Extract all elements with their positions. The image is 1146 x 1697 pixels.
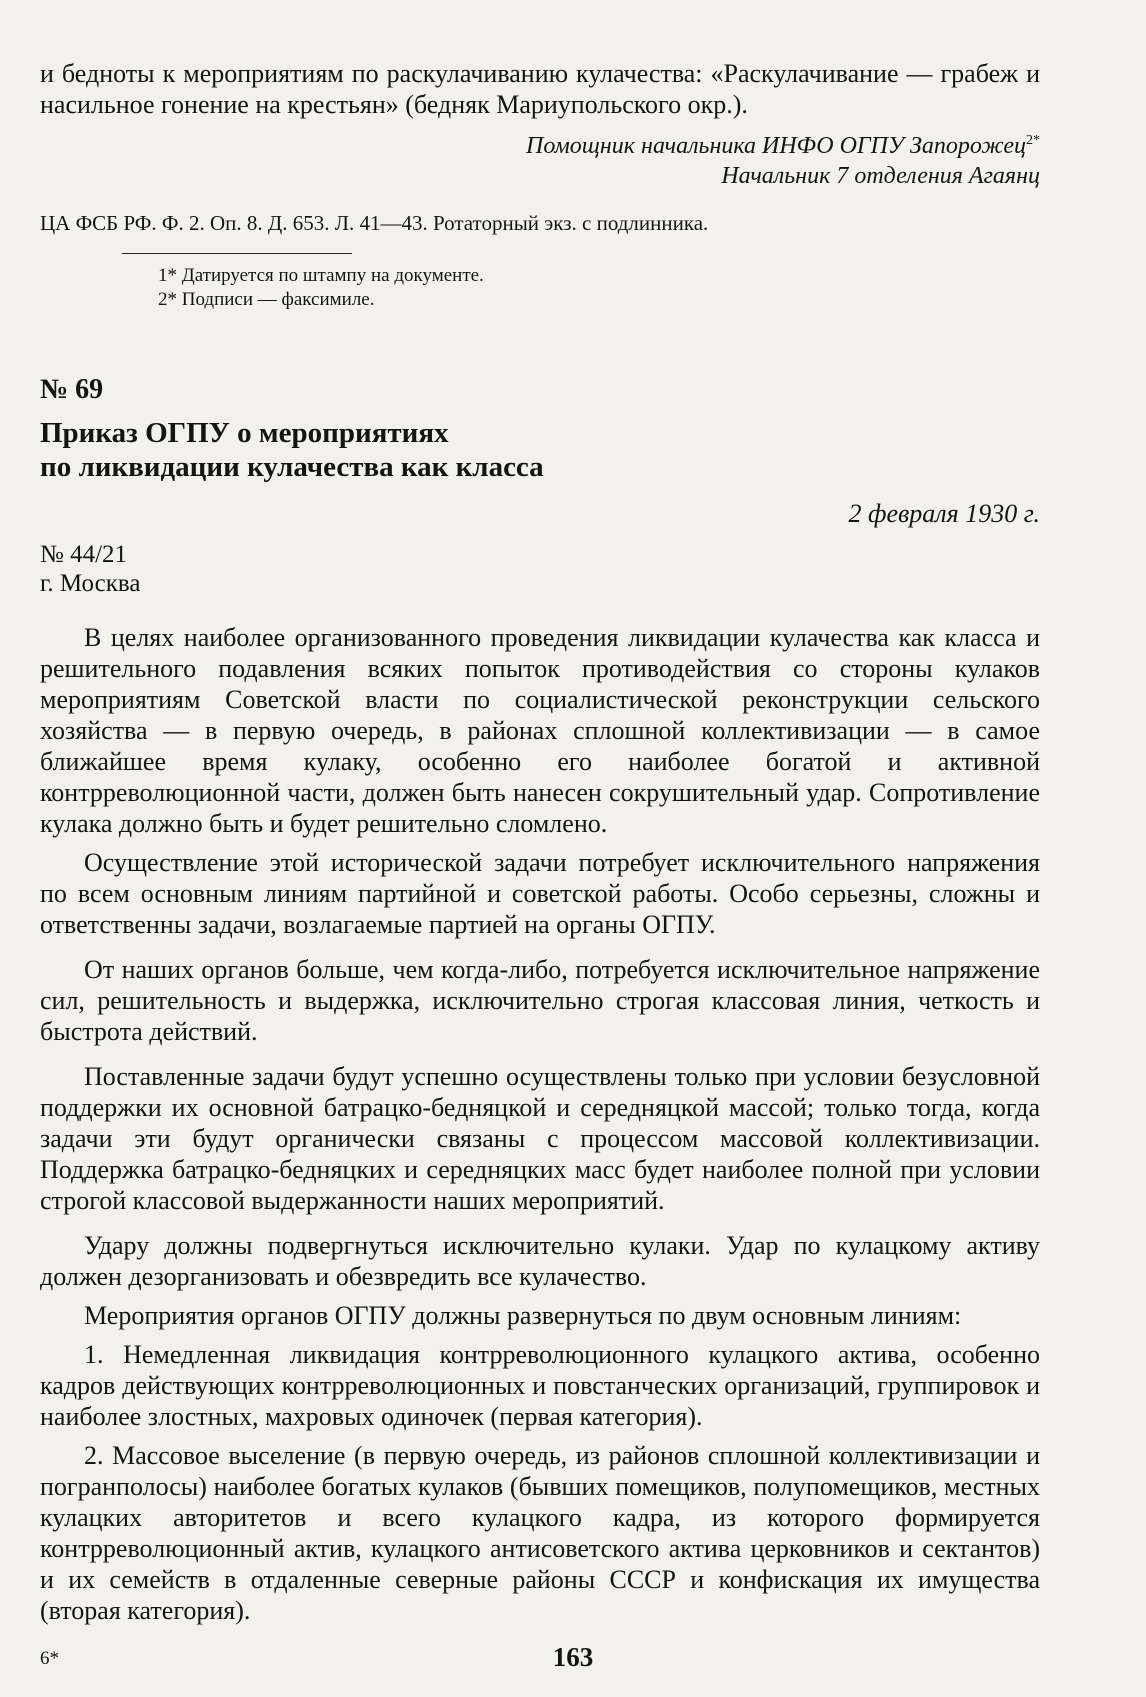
footnote xyxy=(158,288,1040,312)
body-paragraph: Поставленные задачи будут успешно осуществлены только при условии безусловной поддержки их основной батрацко-бедняцкой и середняцкой массой; только тогда, когда задачи эти будут органически связаны с процессом массовой коллективизации. Поддержка батрацко-бедняцких и середняцких масс будет наиболее полной при условии строгой классовой выдержанности наших мероприятий. xyxy=(40,1062,1040,1215)
archive-reference: ЦА ФСБ РФ. Ф. 2. Оп. 8. Д. 653. Л. 41—43. Ротаторный экз. с подлинника. xyxy=(40,211,709,235)
document-page xyxy=(40,58,1040,1626)
footnote-text: Датируется по штампу на документе. xyxy=(181,265,484,286)
document-title-line: по ликвидации кулачества как класса xyxy=(40,451,544,483)
signature-folio: 6* xyxy=(40,1648,59,1669)
order-number: № 44/21 xyxy=(40,541,128,568)
footnote-text: Подписи — факсимиле. xyxy=(181,289,375,310)
footnote xyxy=(158,264,1040,288)
body-paragraph: Мероприятия органов ОГПУ должны развернуться по двум основным линиям: xyxy=(84,1301,962,1330)
document-title xyxy=(40,416,1040,484)
body-paragraph: От наших органов больше, чем когда-либо, потребуется исключительное напряжение сил, решительность и выдержка, исключительно строгая классовая линия, четкость и быстрота действий. xyxy=(40,955,1040,1046)
document-title-line: Приказ ОГПУ о мероприятиях xyxy=(40,417,449,449)
order-meta xyxy=(40,540,1040,598)
body-paragraph: 1. Немедленная ликвидация контрреволюционного кулацкого актива, особенно кадров действующих контрреволюционных и повстанческих организаций, группировок и наиболее злостных, махровых одиночек (первая категория). xyxy=(40,1340,1040,1431)
signature-text: Помощник начальника ИНФО ОГПУ Запорожец xyxy=(526,133,1026,159)
body-paragraph: В целях наиболее организованного проведения ликвидации кулачества как класса и решительного подавления всяких попыток противодействия со стороны кулаков мероприятиям Советской власти по социалистической реконструкции сельского хозяйства — в первую очередь, в районах сплошной коллективизации — в самое ближайшее время кулаку, особенно его наиболее богатой и активной контрреволюционной части, должен быть нанесен сокрушительный удар. Сопротивление кулака должно быть и будет решительно сломлено. xyxy=(40,623,1040,838)
page-footer xyxy=(0,1642,1146,1674)
document-number: № 69 xyxy=(40,374,104,405)
footnote-divider xyxy=(122,253,352,254)
footnotes xyxy=(40,264,1040,312)
document-body xyxy=(40,622,1040,1626)
body-paragraph: 2. Массовое выселение (в первую очередь, из районов сплошной коллективизации и погранполосы) наиболее богатых кулаков (бывших помещиков, полупомещиков, местных кулацких авторитетов и всего кулацкого кадра, из которого формируется контрреволюционный актив, кулацкого антисоветского актива церковников и сектантов) и их семейств в отдаленные северные районы СССР и конфискация их имущества (вторая категория). xyxy=(40,1441,1040,1625)
page-number: 163 xyxy=(552,1642,594,1672)
body-paragraph: Осуществление этой исторической задачи потребует исключительного напряжения по всем основным линиям партийной и советской работы. Особо серьезны, сложны и ответственны задачи, возлагаемые партией на органы ОГПУ. xyxy=(40,848,1040,939)
document-date: 2 февраля 1930 г. xyxy=(848,499,1040,528)
signature-line: Начальник 7 отделения Агаянц xyxy=(721,163,1040,189)
signature-block xyxy=(40,126,1040,191)
footnote-mark: 2* xyxy=(158,289,177,310)
signature-line xyxy=(40,126,1040,161)
body-paragraph: Удару должны подвергнуться исключительно кулаки. Удар по кулацкому активу должен дезорганизовать и обезвредить все кулачество. xyxy=(40,1231,1040,1291)
signature-footnote-mark: 2* xyxy=(1026,133,1040,148)
order-place: г. Москва xyxy=(40,570,141,597)
continuation-paragraph: и бедноты к мероприятиям по раскулачиванию кулачества: «Раскулачивание — грабеж и насильное гонение на крестьян» (бедняк Мариупольского окр.). xyxy=(40,59,1040,119)
footnote-mark: 1* xyxy=(158,265,177,286)
